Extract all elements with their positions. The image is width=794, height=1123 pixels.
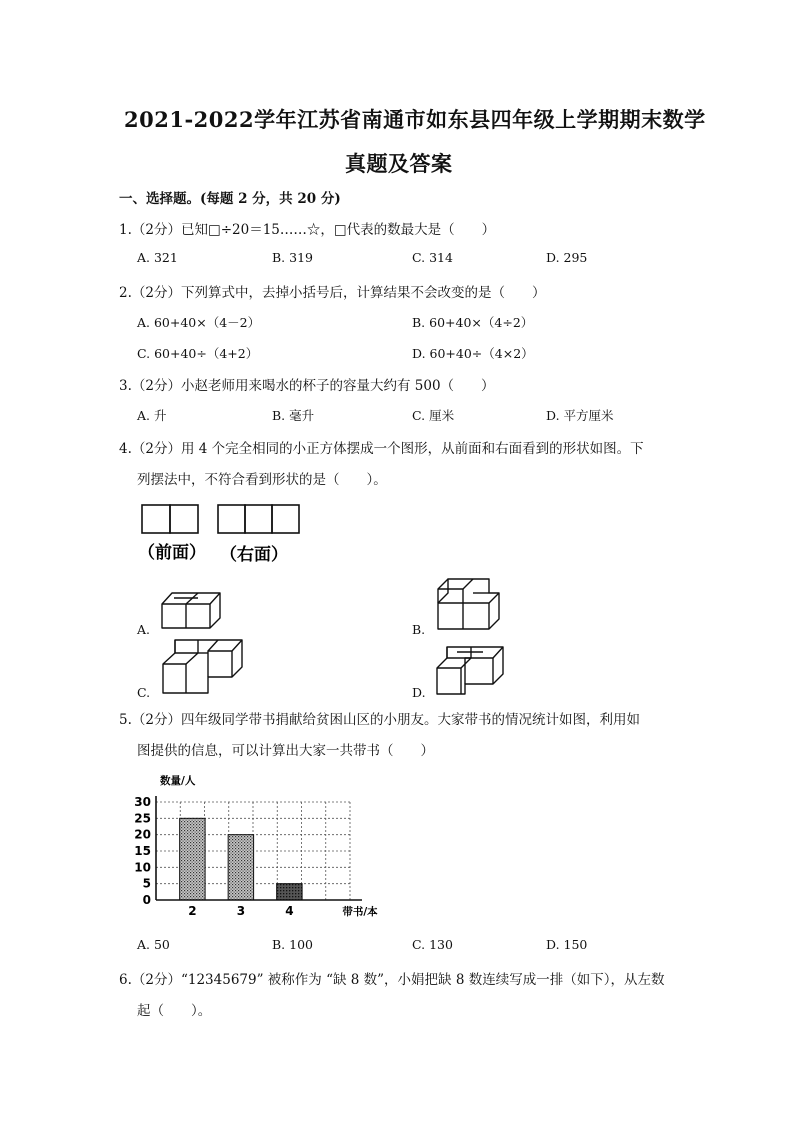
bar-2 bbox=[180, 818, 205, 900]
front-view bbox=[142, 505, 198, 533]
page-title-line2: 真题及答案 bbox=[345, 151, 453, 176]
question-5-stem-line2: 图提供的信息，可以计算出大家一共带书（ ） bbox=[137, 743, 434, 759]
y-tick-label: 10 bbox=[134, 860, 151, 875]
q5-option-c: C. 130 bbox=[412, 937, 453, 952]
q1-option-a: A. 321 bbox=[137, 250, 178, 265]
question-4-stem-line2: 列摆法中，不符合看到形状的是（ ）。 bbox=[137, 472, 387, 488]
q1-option-d: D. 295 bbox=[546, 250, 588, 265]
q3-option-a: A. 升 bbox=[137, 408, 167, 423]
q3-option-d: D. 平方厘米 bbox=[546, 408, 614, 423]
x-tick-label: 3 bbox=[236, 904, 246, 918]
x-axis-label: 带书/本 bbox=[342, 906, 378, 918]
q4-option-b-label: B. bbox=[412, 622, 426, 637]
chart-bars bbox=[180, 818, 302, 900]
q2-option-d: D. 60+40÷（4×2） bbox=[412, 346, 534, 361]
q3-option-b: B. 毫升 bbox=[272, 408, 315, 423]
question-1-stem: 1.（2分）已知□÷20＝15……☆，□代表的数最大是（ ） bbox=[119, 222, 496, 238]
q5-option-a: A. 50 bbox=[137, 937, 170, 952]
q4-option-d-figure bbox=[433, 642, 508, 697]
q5-option-b: B. 100 bbox=[272, 937, 313, 952]
question-2-stem: 2.（2分）下列算式中，去掉小括号后，计算结果不会改变的是（ ） bbox=[119, 285, 546, 301]
y-tick-label: 5 bbox=[142, 876, 151, 891]
q4-option-c-figure bbox=[158, 635, 248, 697]
question-6-stem-line1: 6.（2分）“12345679” 被称作为 “缺 8 数”，小娟把缺 8 数连续写成一排（如下），从左数 bbox=[119, 972, 665, 988]
q5-option-d: D. 150 bbox=[546, 937, 588, 952]
q4-option-a-figure bbox=[158, 590, 228, 635]
front-view-label: （前面） bbox=[138, 543, 206, 563]
question-3-stem: 3.（2分）小赵老师用来喝水的杯子的容量大约有 500（ ） bbox=[119, 378, 495, 394]
bar-3 bbox=[228, 835, 253, 900]
q4-option-b-figure bbox=[433, 575, 505, 635]
y-tick-label: 0 bbox=[142, 893, 151, 907]
q2-option-b: B. 60+40×（4÷2） bbox=[412, 315, 534, 330]
x-tick-label: 2 bbox=[188, 904, 197, 918]
q4-view-figure bbox=[135, 500, 310, 570]
y-tick-label: 30 bbox=[134, 795, 151, 809]
q1-option-c: C. 314 bbox=[412, 250, 453, 265]
section-heading: 一、选择题。(每题 2 分，共 20 分) bbox=[119, 191, 341, 207]
right-view bbox=[218, 505, 299, 533]
q4-option-a-label: A. bbox=[137, 622, 151, 637]
chart-labels bbox=[134, 774, 378, 918]
right-view-label: （右面） bbox=[220, 545, 288, 565]
q2-option-c: C. 60+40÷（4+2） bbox=[137, 346, 259, 361]
q4-option-c-label: C. bbox=[137, 685, 151, 700]
y-tick-label: 15 bbox=[134, 844, 151, 858]
q4-option-d-label: D. bbox=[412, 685, 426, 700]
question-4-stem-line1: 4.（2分）用 4 个完全相同的小正方体摆成一个图形，从前面和右面看到的形状如图。下 bbox=[119, 441, 644, 457]
q3-option-c: C. 厘米 bbox=[412, 408, 455, 423]
q2-option-a: A. 60+40×（4－2） bbox=[137, 315, 261, 330]
question-6-stem-line2: 起（ ）。 bbox=[137, 1003, 212, 1019]
x-tick-label: 4 bbox=[285, 904, 294, 918]
bar-chart bbox=[130, 770, 390, 922]
y-tick-label: 25 bbox=[134, 811, 151, 826]
question-5-stem-line1: 5.（2分）四年级同学带书捐献给贫困山区的小朋友。大家带书的情况统计如图，利用如 bbox=[119, 712, 640, 728]
y-tick-label: 20 bbox=[134, 827, 151, 842]
q1-option-b: B. 319 bbox=[272, 250, 313, 265]
page-title-line1: 2021-2022学年江苏省南通市如东县四年级上学期期末数学 bbox=[124, 107, 706, 132]
bar-4 bbox=[277, 884, 302, 900]
y-axis-label: 数量/人 bbox=[160, 775, 196, 787]
